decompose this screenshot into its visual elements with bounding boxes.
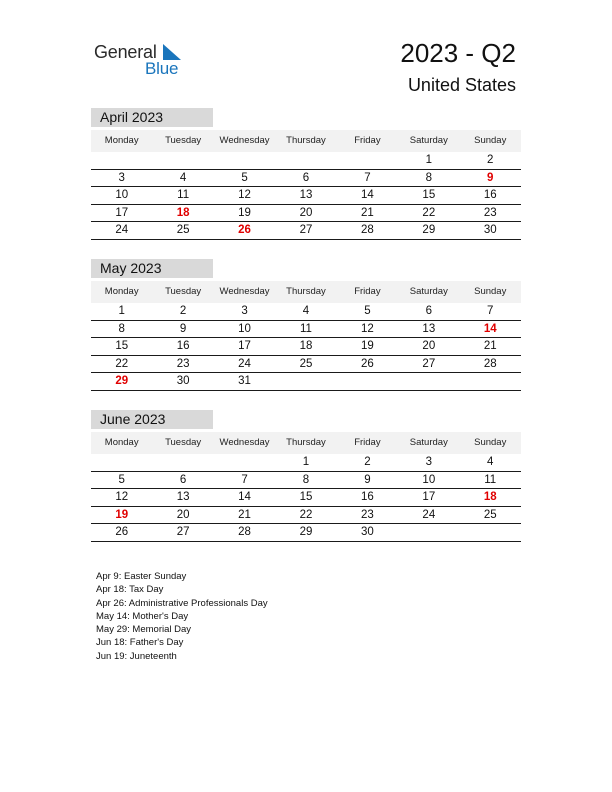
week-row <box>91 356 521 374</box>
weekday-header-row <box>91 281 521 303</box>
day-cell: 3 <box>241 305 248 317</box>
weekday-label: Monday <box>104 286 139 297</box>
empty-day-cell <box>460 524 521 541</box>
month-header: June 2023 <box>91 410 213 429</box>
day-cell: 4 <box>302 305 310 317</box>
weekday-label: Wednesday <box>219 437 270 448</box>
day-cell: 13 <box>176 491 190 503</box>
day-cell: 15 <box>422 189 436 201</box>
day-cell: 19 <box>238 206 251 219</box>
day-cell: 4 <box>179 171 187 184</box>
weekday-label: Saturday <box>409 135 448 146</box>
day-cell: 24 <box>422 508 436 521</box>
empty-day-cell <box>91 152 152 169</box>
country-name: United States <box>407 75 516 95</box>
day-cell: 3 <box>425 456 433 468</box>
day-cell: 12 <box>238 189 251 201</box>
weekday-label: Monday <box>104 135 139 146</box>
day-cell: 2 <box>179 305 187 317</box>
month-header: April 2023 <box>91 108 213 127</box>
weekday-label: Monday <box>104 437 139 448</box>
empty-day-cell <box>337 373 398 390</box>
day-cell: 26 <box>238 224 251 236</box>
holiday-list-item: Apr 26: Administrative Professionals Day <box>96 597 268 609</box>
day-cell: 5 <box>364 305 371 317</box>
day-cell: 25 <box>176 224 190 236</box>
day-cell: 13 <box>299 189 313 201</box>
day-cell: 30 <box>176 375 190 387</box>
holiday-list <box>96 570 268 663</box>
weekday-header-row <box>91 432 521 454</box>
day-cell: 15 <box>115 340 129 352</box>
day-cell: 14 <box>483 322 497 335</box>
day-cell: 5 <box>118 473 125 486</box>
logo-word-general: General <box>94 42 157 62</box>
holiday-list-item: Apr 9: Easter Sunday <box>96 571 187 582</box>
month-block-april <box>91 108 521 240</box>
logo-word-blue: Blue <box>145 59 179 78</box>
day-cell: 19 <box>361 340 374 352</box>
weekday-label: Saturday <box>409 437 448 448</box>
day-cell: 5 <box>241 171 248 184</box>
holiday-list-item: May 29: Memorial Day <box>96 624 192 636</box>
week-row <box>91 472 521 490</box>
weekday-label: Tuesday <box>165 286 202 297</box>
day-cell: 10 <box>115 189 129 201</box>
day-cell: 24 <box>115 224 129 236</box>
week-row <box>91 222 521 240</box>
day-cell: 1 <box>302 456 310 468</box>
empty-day-cell <box>460 373 521 390</box>
month-header: May 2023 <box>91 259 213 278</box>
week-row <box>91 338 521 356</box>
empty-day-cell <box>398 373 459 390</box>
day-cell: 1 <box>425 154 433 166</box>
weekday-label: Sunday <box>474 286 507 297</box>
day-cell: 21 <box>238 508 251 521</box>
day-cell: 3 <box>118 171 125 184</box>
day-cell: 27 <box>422 357 436 370</box>
day-cell: 19 <box>115 508 129 521</box>
weekday-label: Friday <box>354 437 381 448</box>
week-row <box>91 524 521 542</box>
day-cell: 8 <box>118 322 125 335</box>
day-cell: 23 <box>176 357 190 370</box>
day-cell: 29 <box>422 224 436 236</box>
day-cell: 10 <box>422 473 436 486</box>
week-row <box>91 321 521 339</box>
weekday-label: Tuesday <box>165 135 202 146</box>
day-cell: 20 <box>422 340 436 352</box>
empty-day-cell <box>398 524 459 541</box>
day-cell: 6 <box>179 473 187 486</box>
day-cell: 6 <box>425 305 433 317</box>
day-cell: 23 <box>483 206 497 219</box>
weekday-label: Sunday <box>474 437 507 448</box>
week-row <box>91 170 521 188</box>
day-cell: 26 <box>115 526 129 538</box>
day-cell: 11 <box>177 189 190 201</box>
empty-day-cell <box>275 373 336 390</box>
day-cell: 12 <box>361 322 374 335</box>
day-cell: 26 <box>361 357 374 370</box>
week-row <box>91 489 521 507</box>
week-row <box>91 205 521 223</box>
weekday-label: Friday <box>354 286 381 297</box>
day-cell: 29 <box>115 375 129 387</box>
empty-day-cell <box>214 454 275 471</box>
day-cell: 14 <box>238 491 251 503</box>
empty-day-cell <box>214 152 275 169</box>
day-cell: 2 <box>364 456 371 468</box>
day-cell: 28 <box>238 526 251 538</box>
day-cell: 28 <box>483 357 497 370</box>
holiday-list-item: Jun 19: Juneteenth <box>96 650 177 662</box>
week-row <box>91 152 521 170</box>
weekday-label: Wednesday <box>219 286 270 297</box>
week-row <box>91 187 521 205</box>
day-cell: 16 <box>361 491 374 503</box>
weekday-label: Thursday <box>286 437 326 448</box>
day-cell: 7 <box>364 171 371 184</box>
day-cell: 9 <box>487 171 494 184</box>
day-cell: 14 <box>361 189 374 201</box>
logo-triangle-icon <box>163 44 181 60</box>
day-cell: 16 <box>483 189 497 201</box>
day-cell: 24 <box>238 357 251 370</box>
weekday-label: Friday <box>354 135 381 146</box>
day-cell: 17 <box>238 340 251 352</box>
day-cell: 17 <box>115 206 129 219</box>
day-cell: 8 <box>302 473 310 486</box>
day-cell: 9 <box>364 473 371 486</box>
day-cell: 22 <box>115 357 129 370</box>
day-cell: 23 <box>361 508 374 521</box>
day-cell: 10 <box>238 322 251 335</box>
day-cell: 1 <box>118 305 125 317</box>
day-cell: 2 <box>487 154 494 166</box>
day-cell: 29 <box>299 526 313 538</box>
day-cell: 8 <box>425 171 433 184</box>
day-cell: 16 <box>176 340 190 352</box>
weekday-label: Thursday <box>286 286 326 297</box>
weekday-label: Tuesday <box>165 437 202 448</box>
weekday-header-row <box>91 130 521 152</box>
week-row <box>91 303 521 321</box>
day-cell: 27 <box>299 224 313 236</box>
holiday-list-item: Apr 18: Tax Day <box>96 584 164 596</box>
weekday-label: Wednesday <box>219 135 270 146</box>
day-cell: 28 <box>361 224 374 236</box>
day-cell: 11 <box>484 473 497 486</box>
day-cell: 17 <box>422 491 436 503</box>
day-cell: 13 <box>422 322 436 335</box>
week-row <box>91 507 521 525</box>
day-cell: 21 <box>361 206 374 219</box>
month-block-june <box>91 410 521 542</box>
weekday-label: Sunday <box>474 135 507 146</box>
day-cell: 6 <box>302 171 310 184</box>
day-cell: 22 <box>299 508 313 521</box>
day-cell: 30 <box>483 224 497 236</box>
empty-day-cell <box>337 152 398 169</box>
day-cell: 7 <box>241 473 248 486</box>
day-cell: 15 <box>299 491 313 503</box>
day-cell: 20 <box>176 508 190 521</box>
day-cell: 18 <box>483 491 497 503</box>
day-cell: 4 <box>487 456 494 468</box>
day-cell: 20 <box>299 206 313 219</box>
day-cell: 22 <box>422 206 436 219</box>
day-cell: 25 <box>483 508 497 521</box>
week-row <box>91 454 521 472</box>
weekday-label: Thursday <box>286 135 326 146</box>
weekday-label: Saturday <box>409 286 448 297</box>
day-cell: 21 <box>483 340 497 352</box>
day-cell: 12 <box>115 491 129 503</box>
day-cell: 11 <box>300 322 312 335</box>
day-cell: 7 <box>487 305 494 317</box>
empty-day-cell <box>152 454 213 471</box>
day-cell: 27 <box>176 526 190 538</box>
week-row <box>91 373 521 391</box>
day-cell: 18 <box>299 340 313 352</box>
day-cell: 9 <box>179 322 187 335</box>
empty-day-cell <box>275 152 336 169</box>
empty-day-cell <box>91 454 152 471</box>
day-cell: 30 <box>361 526 374 538</box>
month-block-may <box>91 259 521 391</box>
quarter-title: 2023 - Q2 <box>400 38 516 68</box>
holiday-list-item: Jun 18: Father's Day <box>96 637 184 649</box>
day-cell: 31 <box>238 375 251 387</box>
generalblue-logo <box>94 40 194 80</box>
day-cell: 25 <box>299 357 313 370</box>
holiday-list-item: May 14: Mother's Day <box>96 610 189 622</box>
day-cell: 18 <box>176 206 190 219</box>
empty-day-cell <box>152 152 213 169</box>
